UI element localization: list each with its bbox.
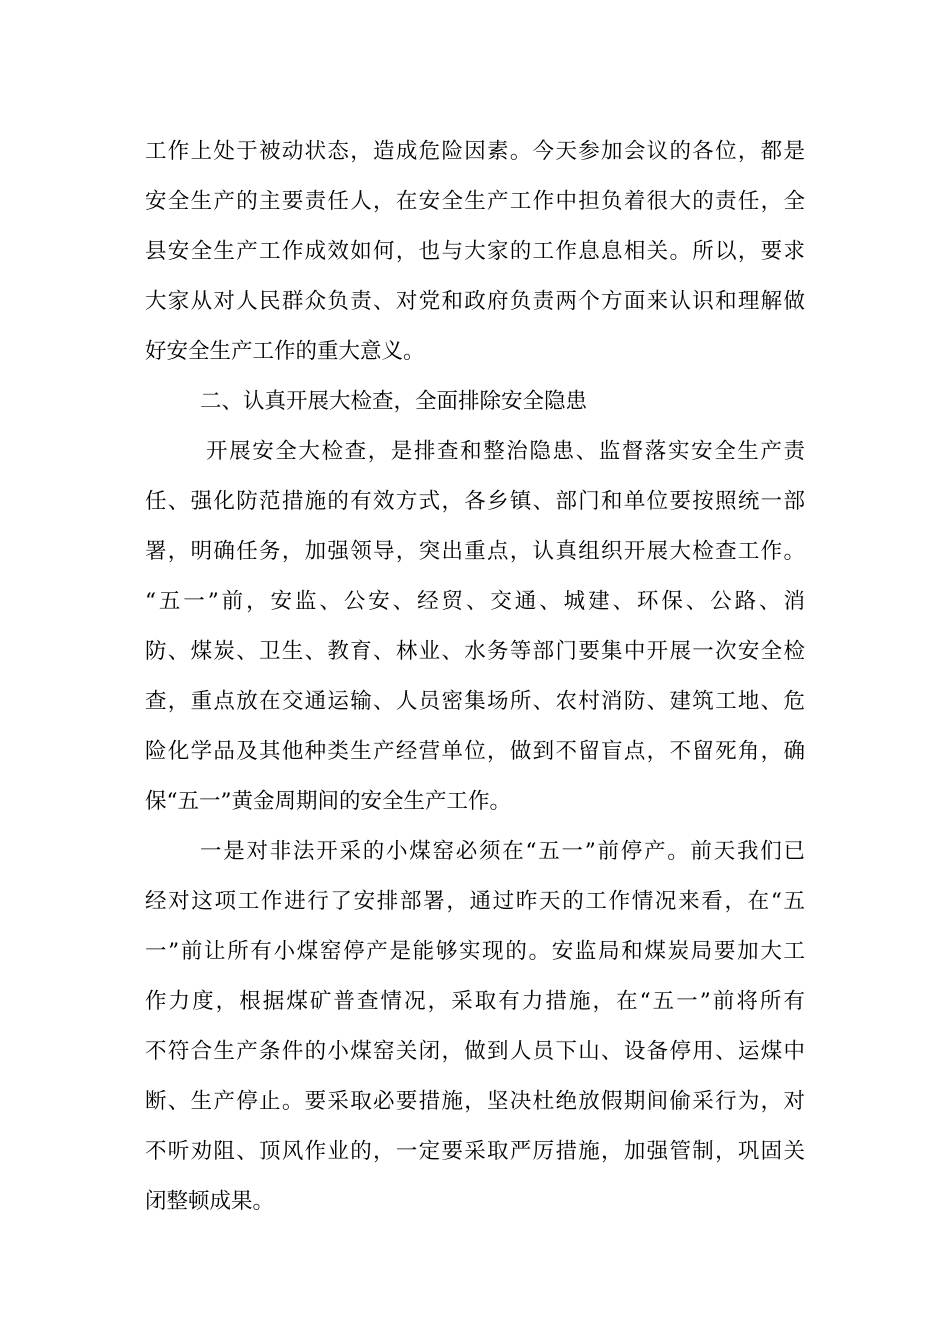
body-text-line: 一是对非法开采的小煤窑必须在“五一”前停产。前天我们已 xyxy=(200,839,805,864)
body-text-line: 任、强化防范措施的有效方式，各乡镇、部门和单位要按照统一部 xyxy=(145,489,805,514)
body-text-line: 闭整顿成果。 xyxy=(145,1189,275,1214)
body-text-line: 安全生产的主要责任人，在安全生产工作中担负着很大的责任，全 xyxy=(145,189,805,214)
body-text-line: 经对这项工作进行了安排部署，通过昨天的工作情况来看，在“五 xyxy=(145,889,805,914)
section-heading: 二、认真开展大检查，全面排除安全隐患 xyxy=(200,389,588,414)
body-text-line: 查，重点放在交通运输、人员密集场所、农村消防、建筑工地、危 xyxy=(145,689,805,714)
body-text-line: 防、煤炭、卫生、教育、林业、水务等部门要集中开展一次安全检 xyxy=(145,639,805,664)
body-text-line: 作力度，根据煤矿普查情况，采取有力措施，在“五一”前将所有 xyxy=(145,989,805,1014)
body-text-line: 不听劝阻、顶风作业的，一定要采取严厉措施，加强管制，巩固关 xyxy=(145,1139,805,1164)
body-text-line: 不符合生产条件的小煤窑关闭，做到人员下山、设备停用、运煤中 xyxy=(145,1039,805,1064)
body-text-line: 断、生产停止。要采取必要措施，坚决杜绝放假期间偷采行为，对 xyxy=(145,1089,805,1114)
body-text-line: 一”前让所有小煤窑停产是能够实现的。安监局和煤炭局要加大工 xyxy=(145,939,805,964)
body-text-line: 工作上处于被动状态，造成危险因素。今天参加会议的各位，都是 xyxy=(145,139,805,164)
body-text-line: 县安全生产工作成效如何，也与大家的工作息息相关。所以，要求 xyxy=(145,239,805,264)
body-text-line: 险化学品及其他种类生产经营单位，做到不留盲点，不留死角，确 xyxy=(145,739,805,764)
body-text-line: 保“五一”黄金周期间的安全生产工作。 xyxy=(145,789,511,814)
body-text-line: 大家从对人民群众负责、对党和政府负责两个方面来认识和理解做 xyxy=(145,289,805,314)
body-text-line: 好安全生产工作的重大意义。 xyxy=(145,339,425,364)
body-text-line: 署，明确任务，加强领导，突出重点，认真组织开展大检查工作。 xyxy=(145,539,805,564)
body-text-line: 开展安全大检查，是排查和整治隐患、监督落实安全生产责 xyxy=(206,439,805,464)
body-text-line: “五一”前，安监、公安、经贸、交通、城建、环保、公路、消 xyxy=(145,589,805,614)
